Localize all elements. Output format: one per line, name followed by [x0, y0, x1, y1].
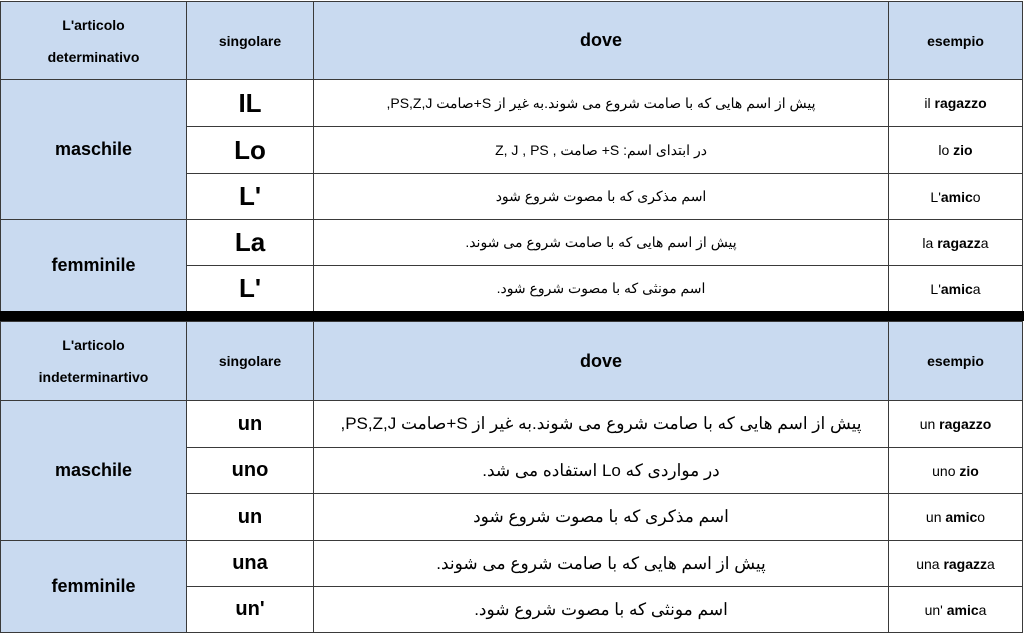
dove-cell: در ابتدای اسم: S+ صامت , Z, J , PS — [314, 127, 889, 174]
article-cell: Lo — [187, 127, 314, 174]
table-divider — [0, 311, 1024, 321]
dove-cell: در مواردی که Lo استفاده می شد. — [314, 448, 889, 494]
header-row — [1, 2, 1023, 80]
table-row — [1, 220, 1023, 266]
article-cell: L' — [187, 266, 314, 312]
table-row — [1, 80, 1023, 127]
dove-cell: اسم مذکری که با مصوت شروع شود — [314, 494, 889, 541]
category-maschile: maschile — [1, 401, 187, 541]
header-esempio: esempio — [889, 2, 1023, 80]
dove-cell: پیش از اسم هایی که با صامت شروع می شوند.به غیر از S+صامت PS,Z,J, — [314, 401, 889, 448]
article-cell: La — [187, 220, 314, 266]
esempio-cell: lo zio — [889, 127, 1023, 174]
header-singolare: singolare — [187, 2, 314, 80]
table-row — [1, 541, 1023, 587]
category-femminile: femminile — [1, 541, 187, 633]
dove-cell: پیش از اسم هایی که با صامت شروع می شوند.به غیر از S+صامت PS,Z,J, — [314, 80, 889, 127]
dove-cell: پیش از اسم هایی که با صامت شروع می شوند. — [314, 220, 889, 266]
category-femminile: femminile — [1, 220, 187, 312]
esempio-cell: L'amica — [889, 266, 1023, 312]
header-singolare: singolare — [187, 322, 314, 401]
esempio-cell: L'amico — [889, 174, 1023, 220]
header-article-type: L'articolo determinativo — [1, 2, 187, 80]
esempio-cell: un' amica — [889, 587, 1023, 633]
article-cell: IL — [187, 80, 314, 127]
dove-cell: اسم مذکری که با مصوت شروع شود — [314, 174, 889, 220]
esempio-cell: la ragazza — [889, 220, 1023, 266]
header-dove: dove — [314, 322, 889, 401]
esempio-cell: una ragazza — [889, 541, 1023, 587]
dove-cell: اسم مونثی که با مصوت شروع شود. — [314, 587, 889, 633]
esempio-cell: un ragazzo — [889, 401, 1023, 448]
indefinite-article-table — [0, 321, 1023, 633]
article-cell: un — [187, 401, 314, 448]
article-cell: un' — [187, 587, 314, 633]
article-cell: un — [187, 494, 314, 541]
esempio-cell: un amico — [889, 494, 1023, 541]
article-cell: L' — [187, 174, 314, 220]
table-row — [1, 401, 1023, 448]
header-esempio: esempio — [889, 322, 1023, 401]
article-cell: una — [187, 541, 314, 587]
esempio-cell: uno zio — [889, 448, 1023, 494]
header-article-type: L'articolo indeterminartivo — [1, 322, 187, 401]
dove-cell: اسم مونثی که با مصوت شروع شود. — [314, 266, 889, 312]
dove-cell: پیش از اسم هایی که با صامت شروع می شوند. — [314, 541, 889, 587]
header-dove: dove — [314, 2, 889, 80]
definite-article-table — [0, 1, 1023, 312]
category-maschile: maschile — [1, 80, 187, 220]
header-row — [1, 322, 1023, 401]
article-cell: uno — [187, 448, 314, 494]
esempio-cell: il ragazzo — [889, 80, 1023, 127]
